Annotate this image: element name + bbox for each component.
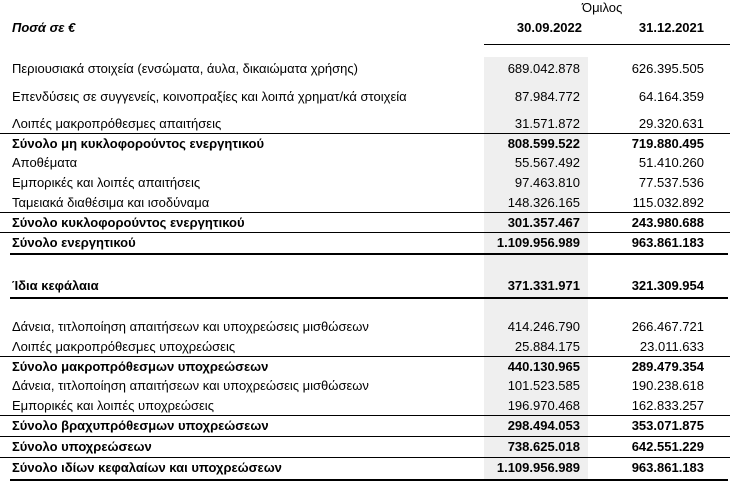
value-2022: 689.042.878 [507, 61, 580, 76]
value-2022: 414.246.790 [507, 319, 580, 334]
table-row [0, 173, 730, 193]
value-2022: 148.326.165 [507, 195, 580, 210]
value-2022: 301.357.467 [507, 215, 580, 230]
value-2021: 353.071.875 [631, 418, 704, 433]
row-label: Σύνολο μακροπρόθεσμων υποχρεώσεων [12, 359, 269, 374]
row-label: Σύνολο υποχρεώσεων [12, 439, 152, 454]
table-row [0, 376, 730, 396]
amounts-label: Ποσά σε € [12, 20, 76, 35]
row-label: Περιουσιακά στοιχεία (ενσώματα, άυλα, δικαιώματα χρήσης) [12, 61, 358, 76]
row-label: Σύνολο κυκλοφορούντος ενεργητικού [12, 215, 245, 230]
value-2021: 23.011.633 [639, 339, 704, 354]
group-title: Όμιλος [582, 0, 623, 15]
row-label: Εμπορικές και λοιπές υποχρεώσεις [12, 398, 214, 413]
value-2022: 55.567.492 [514, 155, 580, 170]
value-2021: 266.467.721 [631, 319, 704, 334]
value-2021: 115.032.892 [632, 195, 704, 210]
value-2021: 190.238.618 [631, 378, 704, 393]
equity-row [0, 276, 730, 296]
row-label: Λοιπές μακροπρόθεσμες υποχρεώσεις [12, 339, 236, 354]
row-label: Δάνεια, τιτλοποίηση απαιτήσεων και υποχρεώσεις μισθώσεων [12, 378, 369, 393]
row-label: Επενδύσεις σε συγγενείς, κοινοπραξίες και λοιπά χρηματ/κά στοιχεία [12, 89, 407, 104]
row-label: Σύνολο ενεργητικού [12, 235, 136, 250]
row-label: Λοιπές μακροπρόθεσμες απαιτήσεις [12, 116, 222, 131]
value-2021: 51.410.260 [638, 155, 704, 170]
value-2022: 25.884.175 [514, 339, 580, 354]
row-label: Εμπορικές και λοιπές απαιτήσεις [12, 175, 201, 190]
table-row [0, 193, 730, 213]
total-row [0, 436, 730, 456]
value-2021: 162.833.257 [631, 398, 704, 413]
value-2021: 64.164.359 [638, 89, 704, 104]
value-2022: 371.331.971 [507, 278, 580, 293]
value-2022: 97.463.810 [514, 175, 580, 190]
table-row [0, 337, 730, 357]
subtotal-row [0, 212, 730, 232]
column-header-2021: 31.12.2021 [638, 20, 704, 35]
header-rule [484, 44, 730, 45]
row-label: Αποθέματα [12, 155, 78, 170]
value-2022: 101.523.585 [507, 378, 580, 393]
subtotal-row [0, 415, 730, 435]
subtotal-row [0, 133, 730, 153]
value-2022: 1.109.956.989 [496, 235, 580, 250]
row-label: Δάνεια, τιτλοποίηση απαιτήσεων και υποχρεώσεις μισθώσεων [12, 319, 369, 334]
table-row [0, 317, 730, 337]
value-2022: 31.571.872 [514, 116, 580, 131]
value-2021: 642.551.229 [631, 439, 704, 454]
value-2021: 719.880.495 [631, 136, 704, 151]
grand-total-row [0, 457, 730, 477]
value-2022: 808.599.522 [507, 136, 580, 151]
value-2021: 963.861.183 [631, 460, 704, 475]
value-2022: 1.109.956.989 [496, 460, 580, 475]
subtotal-row [0, 356, 730, 376]
column-header-2022: 30.09.2022 [516, 20, 582, 35]
value-2021: 289.479.354 [631, 359, 704, 374]
row-label: Ίδια κεφάλαια [12, 278, 99, 293]
value-2022: 87.984.772 [514, 89, 580, 104]
row-label: Σύνολο ιδίων κεφαλαίων και υποχρεώσεων [12, 460, 282, 475]
value-2021: 29.320.631 [638, 116, 704, 131]
row-label: Σύνολο βραχυπρόθεσμων υποχρεώσεων [12, 418, 269, 433]
section-rule [10, 253, 728, 255]
total-row [0, 232, 730, 252]
value-2021: 963.861.183 [631, 235, 704, 250]
row-label: Σύνολο μη κυκλοφορούντος ενεργητικού [12, 136, 265, 151]
row-label: Ταμειακά διαθέσιμα και ισοδύναμα [12, 195, 210, 210]
value-2022: 196.970.468 [507, 398, 580, 413]
value-2021: 243.980.688 [631, 215, 704, 230]
value-2021: 626.395.505 [631, 61, 704, 76]
table-row [0, 114, 730, 134]
value-2022: 298.494.053 [507, 418, 580, 433]
table-row [0, 87, 730, 107]
value-2021: 321.309.954 [631, 278, 704, 293]
table-row [0, 153, 730, 173]
value-2022: 440.130.965 [507, 359, 580, 374]
value-2022: 738.625.018 [507, 439, 580, 454]
value-2021: 77.537.536 [638, 175, 704, 190]
table-row [0, 59, 730, 79]
section-rule [10, 297, 728, 299]
bottom-rule [10, 479, 728, 481]
table-row [0, 396, 730, 416]
